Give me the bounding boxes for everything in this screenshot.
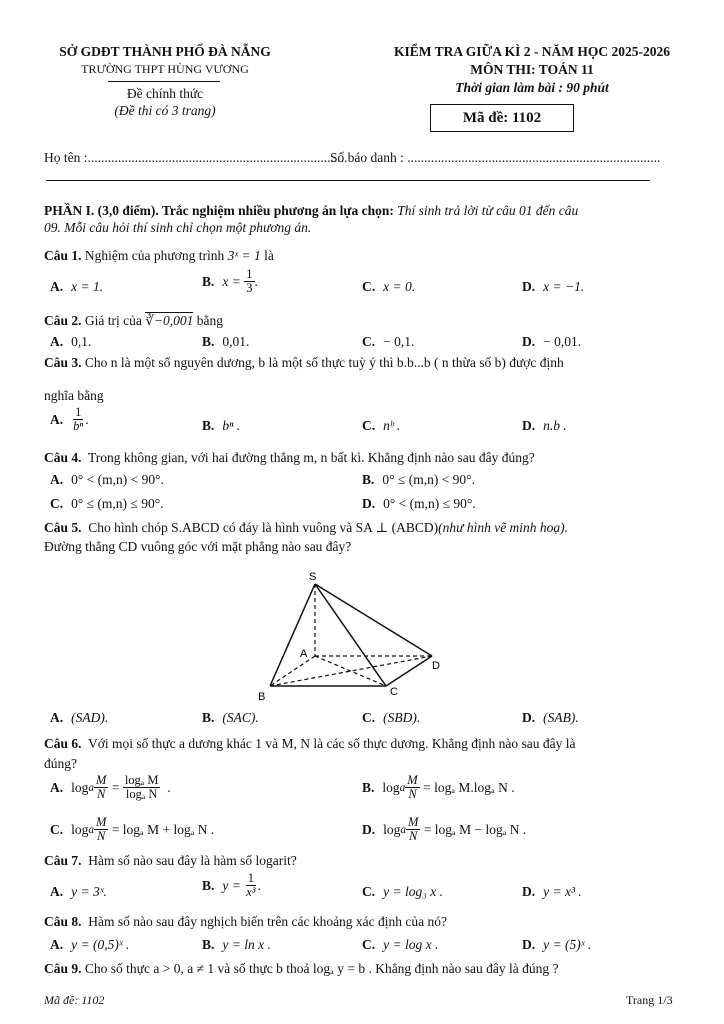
- q5-option-c[interactable]: C. (SBD).: [362, 710, 421, 725]
- question-5-cont: Đường thẳng CD vuông góc với mặt phẳng nào sau đây?: [44, 539, 352, 554]
- edge-sb: [270, 584, 315, 686]
- q3-option-b[interactable]: B. bⁿ .: [202, 418, 241, 433]
- part1-instruction: Thí sinh trả lời từ câu 01 đến câu: [397, 203, 579, 218]
- q7-option-c[interactable]: C. y = log₃ x .: [362, 884, 444, 899]
- q4-option-c[interactable]: C. 0° ≤ (m,n) ≤ 90°.: [50, 496, 164, 511]
- edge-sd: [315, 584, 432, 656]
- q1-option-d[interactable]: D. x = −1.: [522, 279, 585, 294]
- part1-title: PHẦN I. (3,0 điểm). Trắc nghiệm nhiều phương án lựa chọn:: [44, 203, 394, 218]
- question-9: Câu 9. Cho số thực a > 0, a ≠ 1 và số thực b thoả logₐ y = b . Khẳng định nào sau đây là đúng ?: [44, 961, 559, 976]
- question-5: Câu 5. Cho hình chóp S.ABCD có đáy là hình vuông và SA ⊥ (ABCD)(như hình vẽ minh hoạ).: [44, 520, 569, 535]
- q4-option-d[interactable]: D. 0° < (m,n) ≤ 90°.: [362, 496, 476, 511]
- q2-option-c[interactable]: C. − 0,1.: [362, 334, 415, 349]
- q7-option-b[interactable]: B. y = $\frac{1}{\text{x³}}$ .: [202, 871, 261, 899]
- question-6-cont: đúng?: [44, 756, 77, 771]
- separator-line: [46, 180, 650, 181]
- q5-option-b[interactable]: B. (SAC).: [202, 710, 259, 725]
- label-s: S: [309, 571, 317, 583]
- q8-option-a[interactable]: A. y = (0,5)ˣ .: [50, 937, 130, 952]
- student-name-field[interactable]: Họ tên :.............................................................................: [44, 150, 348, 165]
- question-1: [44, 248, 274, 264]
- q1-label: Câu 1.: [44, 248, 82, 263]
- footer-page-number: Trang 1/3: [626, 993, 673, 1007]
- q6-option-d[interactable]: D. log a $\frac{M}{N}$ = logₐ M − logₐ N .: [362, 815, 527, 843]
- q1-option-a[interactable]: A. x = 1.: [50, 279, 104, 294]
- exam-time: Thời gian làm bài : 90 phút: [455, 80, 609, 95]
- exam-title: KIỂM TRA GIỮA KÌ 2 - NĂM HỌC 2025-2026: [393, 44, 670, 59]
- q3-option-a[interactable]: A. $\frac{1}{\text{bⁿ}}$ .: [50, 405, 89, 433]
- label-c: C: [390, 686, 398, 698]
- question-7: Câu 7. Hàm số nào sau đây là hàm số logarit?: [44, 853, 297, 868]
- q1-math: 3ˣ = 1: [227, 248, 261, 263]
- q5-option-d[interactable]: D. (SAB).: [522, 710, 579, 725]
- q1-option-c[interactable]: C. x = 0.: [362, 279, 416, 294]
- q6-option-a[interactable]: A. log a $\frac{M}{N}$ = $\frac{\text{logₐ M}}{\text{logₐ N}}$ .: [50, 773, 171, 801]
- q6-option-c[interactable]: C. log a $\frac{M}{N}$ = logₐ M + logₐ N .: [50, 815, 215, 843]
- part1-instruction-cont: 09. Mỗi câu hỏi thí sinh chỉ chọn một phương án.: [44, 220, 312, 235]
- q1-text: Nghiệm của phương trình: [84, 248, 225, 263]
- exam-code-box: Mã đề: 1102: [430, 104, 574, 132]
- q7-option-d[interactable]: D. y = x³ .: [522, 884, 582, 899]
- subject-title: MÔN THI: TOÁN 11: [470, 62, 594, 77]
- q8-option-b[interactable]: B. y = ln x .: [202, 937, 271, 952]
- q4-option-b[interactable]: B. 0° ≤ (m,n) < 90°.: [362, 472, 475, 487]
- school-underline: [108, 81, 220, 82]
- question-8: Câu 8. Hàm số nào sau đây nghịch biến trên các khoảng xác định của nó?: [44, 914, 448, 929]
- q4-option-a[interactable]: A. 0° < (m,n) < 90°.: [50, 472, 164, 487]
- question-3: Câu 3. Cho n là một số nguyên dương, b là một số thực tuỳ ý thì b.b...b ( n thừa số b) được định: [44, 355, 564, 370]
- footer-exam-code: Mã đề: 1102: [44, 993, 105, 1007]
- q5-option-a[interactable]: A. (SAD).: [50, 710, 109, 725]
- pyramid-figure: [250, 568, 450, 704]
- q2-option-d[interactable]: D. − 0,01.: [522, 334, 582, 349]
- q3-option-d[interactable]: D. n.b .: [522, 418, 567, 433]
- q8-option-c[interactable]: C. y = log x .: [362, 937, 439, 952]
- q6-option-b[interactable]: B. log a $\frac{M}{N}$ = logₐ M.logₐ N .: [362, 773, 515, 801]
- student-id-field[interactable]: Số báo danh : ...........................................................................: [330, 150, 661, 165]
- school-name: TRƯỜNG THPT HÙNG VƯƠNG: [81, 62, 249, 76]
- q2-math: ∛−0,001: [145, 313, 194, 328]
- question-3-cont: nghĩa bằng: [44, 388, 104, 403]
- q7-option-a[interactable]: A. y = 3ˣ.: [50, 884, 107, 899]
- question-6: Câu 6. Với mọi số thực a dương khác 1 và M, N là các số thực dương. Khẳng định nào sau đây là: [44, 736, 576, 751]
- q1-tail: là: [264, 248, 274, 263]
- part1-heading: [44, 203, 578, 219]
- page-count: (Đề thi có 3 trang): [114, 103, 216, 118]
- q8-option-d[interactable]: D. y = (5)ˣ .: [522, 937, 592, 952]
- official-label: Đề chính thức: [126, 86, 204, 101]
- label-b: B: [258, 691, 266, 703]
- q3-option-c[interactable]: C. nᵇ .: [362, 418, 401, 433]
- question-4: Câu 4. Trong không gian, với hai đường thẳng m, n bất kì. Khẳng định nào sau đây đúng?: [44, 450, 535, 465]
- question-2: Câu 2. Giá trị của ∛−0,001 bằng: [44, 313, 223, 328]
- q2-option-a[interactable]: A. 0,1.: [50, 334, 92, 349]
- label-d: D: [432, 660, 440, 672]
- q1-option-b[interactable]: B. x = $\frac{1}{3}$ .: [202, 267, 258, 295]
- label-a: A: [300, 648, 308, 660]
- q2-option-b[interactable]: B. 0,01.: [202, 334, 250, 349]
- department-name: SỞ GDĐT THÀNH PHỐ ĐÀ NẴNG: [59, 44, 271, 59]
